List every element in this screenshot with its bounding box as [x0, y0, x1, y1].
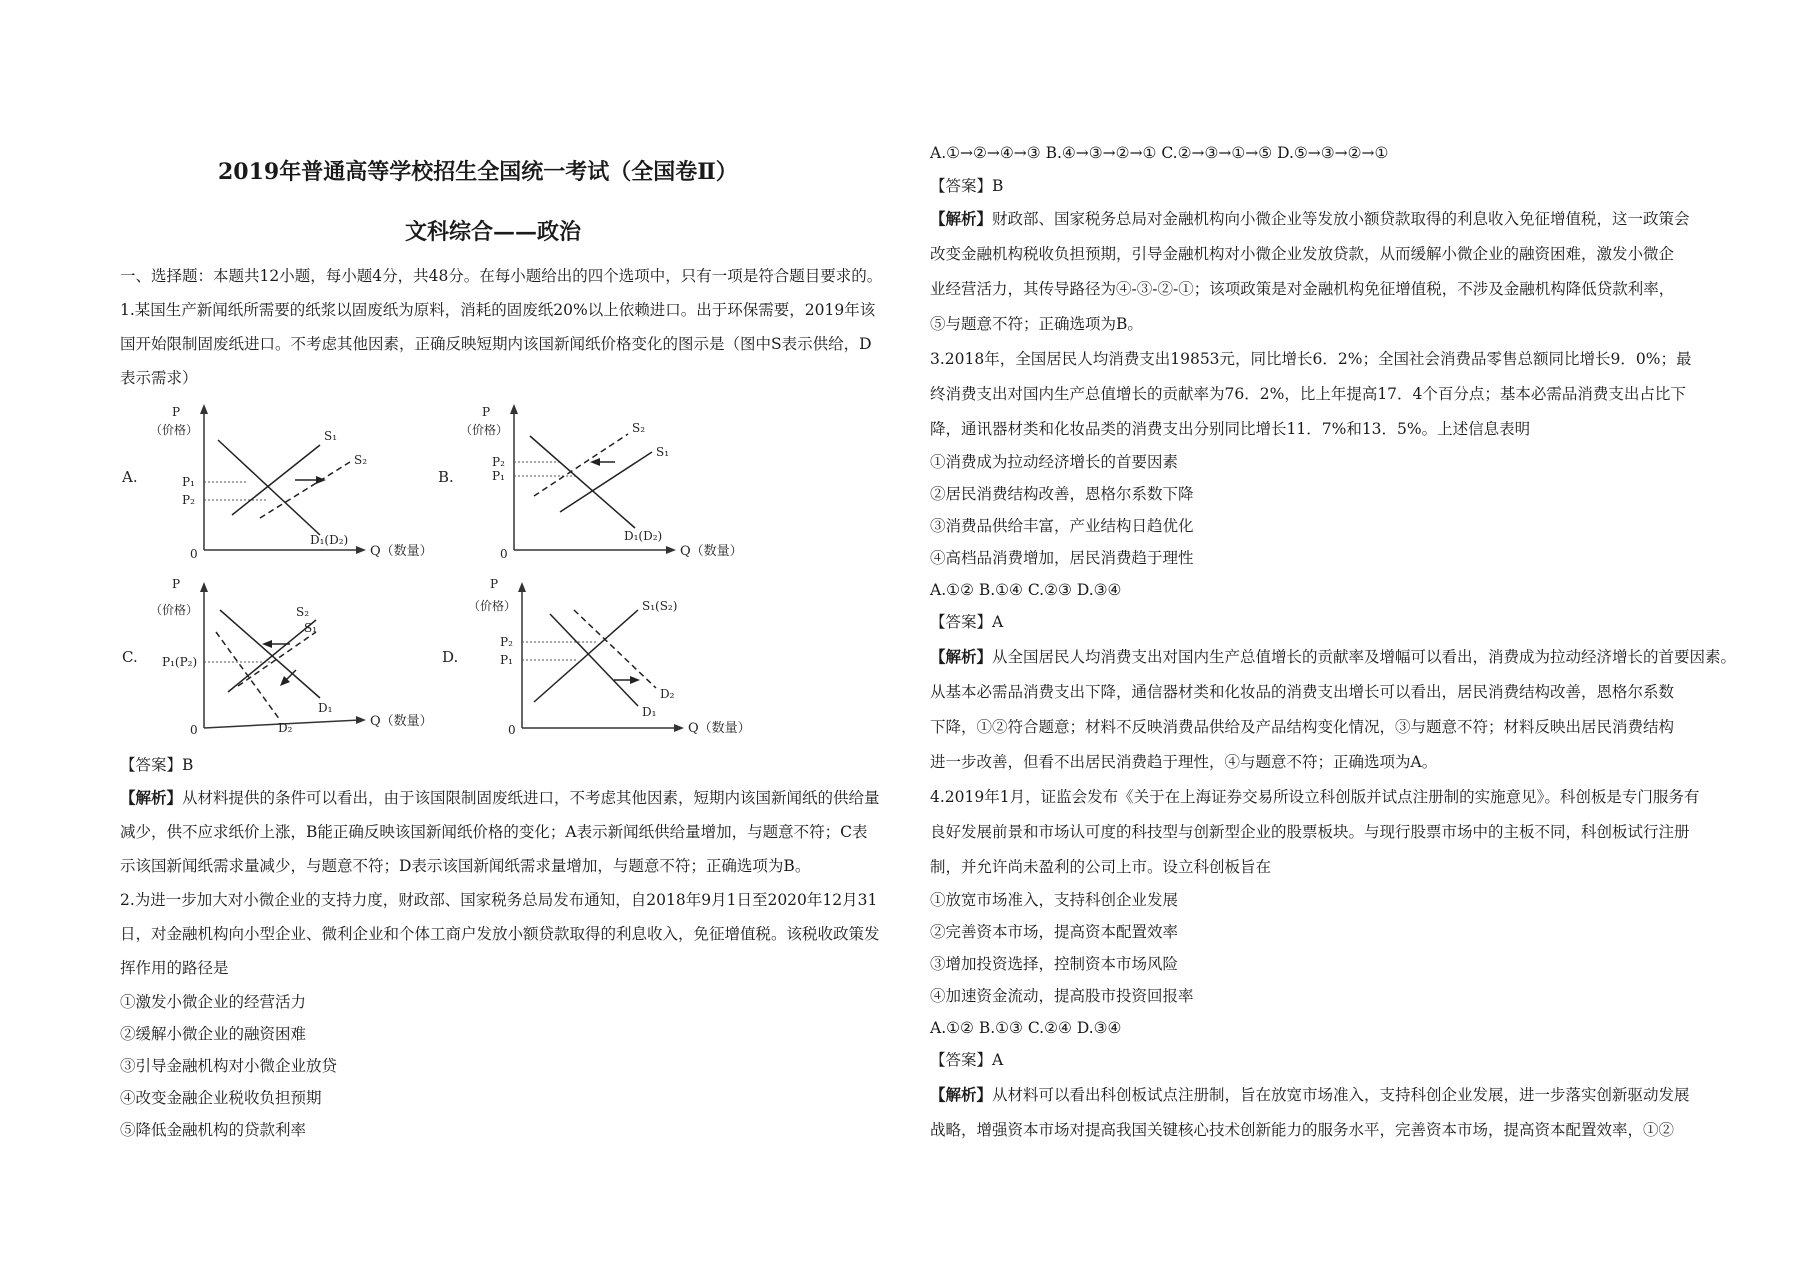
question-4-item-3: ③增加投资选择，控制资本市场风险: [930, 955, 1179, 973]
section-instructions: 一、选择题：本题共12小题，每小题4分，共48分。在每小题给出的四个选项中，只有一项是符合题目要求的。: [120, 267, 883, 285]
question-3-options: A.①② B.①④ C.②③ D.③④: [930, 581, 1122, 599]
graph-a-p-label: P: [172, 405, 181, 419]
analysis-3-line-2: 从基本必需品消费支出下降，通信器材类和化妆品的消费支出增长可以看出，居民消费结构改善，恩格尔系数: [930, 683, 1675, 701]
analysis-1-line-3: 示该国新闻纸需求量减少，与题意不符；D表示该国新闻纸需求量增加，与题意不符；正确选项为B。: [120, 857, 811, 875]
question-3-line-3: 降，通讯器材类和化妆品类的消费支出分别同比增长11．7%和13．5%。上述信息表明: [930, 420, 1531, 438]
analysis-1-line-1: [120, 788, 880, 808]
graph-b-s2: S₂: [632, 421, 646, 435]
answer-2: 【答案】B: [930, 177, 1004, 195]
answer-4: 【答案】A: [930, 1051, 1004, 1069]
page-title: 2019年普通高等学校招生全国统一考试（全国卷Ⅱ）: [218, 159, 738, 185]
analysis-3-line-1: [930, 647, 1736, 667]
analysis-4-tag: 【解析】: [930, 1085, 993, 1104]
question-3-item-4: ④高档品消费增加，居民消费趋于理性: [930, 549, 1194, 567]
question-3-item-2: ②居民消费结构改善，恩格尔系数下降: [930, 485, 1194, 503]
answer-1: 【答案】B: [120, 756, 194, 774]
graph-a-option-label: A.: [122, 468, 138, 486]
question-2-line-1: 2.为进一步加大对小微企业的支持力度，财政部、国家税务总局发布通知，自2018年9月1日至2020年12月31: [120, 891, 878, 909]
graph-b-option-label: B.: [438, 468, 454, 486]
graph-c-p12: P₁(P₂): [162, 655, 198, 669]
graph-a-d: D₁(D₂): [310, 533, 349, 547]
graph-a-price-label: （价格）: [150, 423, 199, 437]
graph-a-q-label: Q（数量）: [370, 544, 433, 559]
graph-d-s: S₁(S₂): [642, 599, 678, 613]
graph-c-q-label: Q（数量）: [370, 714, 433, 729]
question-1-line-1: 1.某国生产新闻纸所需要的纸浆以固废纸为原料，消耗的固废纸20%以上依赖进口。出于环保需要，2019年该: [120, 301, 876, 319]
graph-b-p-label: P: [482, 405, 491, 419]
graph-d-price-label: （价格）: [468, 599, 517, 613]
graph-a-p1: P₁: [182, 475, 195, 489]
question-3-item-3: ③消费品供给丰富，产业结构日趋优化: [930, 517, 1194, 535]
question-2-line-2: 日，对金融机构向小型企业、微利企业和个体工商户发放小额贷款取得的利息收入，免征增值税。该税收政策发: [120, 925, 880, 943]
analysis-2-line-3: 业经营活力，其传导路径为④-③-②-①；该项政策是对金融机构免征增值税，不涉及金融机构降低贷款利率，: [930, 280, 1675, 298]
analysis-1-text: 从材料提供的条件可以看出，由于该国限制固废纸进口，不考虑其他因素，短期内该国新闻纸的供给量: [182, 789, 880, 807]
analysis-3-line-3: 下降，①②符合题意；材料不反映消费品供给及产品结构变化情况，③与题意不符；材料反映出居民消费结构: [930, 718, 1675, 736]
graph-d-d2: D₂: [660, 687, 675, 701]
graph-a-origin: 0: [190, 547, 198, 560]
graph-c-d1: D₁: [318, 701, 333, 715]
graph-a-s2: S₂: [354, 453, 368, 467]
question-4-line-2: 良好发展前景和市场认可度的科技型与创新型企业的股票板块。与现行股票市场中的主板不同，科创板试行注册: [930, 823, 1690, 841]
page-subtitle: 文科综合——政治: [405, 219, 582, 245]
graph-option-a: [120, 400, 460, 560]
answer-3: 【答案】A: [930, 613, 1004, 631]
graph-b-q-label: Q（数量）: [680, 544, 743, 559]
graph-d-p1: P₁: [500, 653, 513, 667]
question-3-item-1: ①消费成为拉动经济增长的首要因素: [930, 453, 1179, 471]
question-3-line-1: 3.2018年，全国居民人均消费支出19853元，同比增长6．2%；全国社会消费品零售总额同比增长9．0%；最: [930, 350, 1692, 368]
graph-c-origin: 0: [190, 723, 198, 735]
question-2-item-5: ⑤降低金融机构的贷款利率: [120, 1121, 307, 1139]
graph-a-s1: S₁: [324, 429, 338, 443]
question-1-line-2: 国开始限制固废纸进口。不考虑其他因素，正确反映短期内该国新闻纸价格变化的图示是（图中S表示供给，D: [120, 335, 872, 353]
analysis-1-line-2: 减少，供不应求纸价上涨，B能正确反映该国新闻纸价格的变化；A表示新闻纸供给量增加，与题意不符；C表: [120, 823, 868, 841]
graph-b-d: D₁(D₂): [624, 529, 663, 543]
analysis-4-line-2: 战略，增强资本市场对提高我国关键核心技术创新能力的服务水平，完善资本市场，提高资本配置效率，①②: [930, 1121, 1675, 1139]
question-4-line-1: 4.2019年1月，证监会发布《关于在上海证券交易所设立科创版并试点注册制的实施意见》。科创板是专门服务有: [930, 788, 1700, 806]
question-2-item-3: ③引导金融机构对小微企业放贷: [120, 1057, 338, 1075]
graph-c-option-label: C.: [122, 648, 138, 666]
question-1-line-3: 表示需求）: [120, 369, 198, 387]
graph-option-b: [430, 400, 770, 560]
analysis-3-line-4: 进一步改善，但看不出居民消费趋于理性，④与题意不符；正确选项为A。: [930, 753, 1438, 771]
analysis-3-text: 从全国居民人均消费支出对国内生产总值增长的贡献率及增幅可以看出，消费成为拉动经济增长的首要因素。: [992, 648, 1737, 666]
graph-a-p2: P₂: [182, 493, 195, 507]
graph-b-p1: P₁: [492, 469, 505, 483]
graph-c-d2: D₂: [278, 721, 293, 735]
analysis-2-tag: 【解析】: [930, 209, 993, 228]
analysis-4-text: 从材料可以看出科创板试点注册制，旨在放宽市场准入，支持科创企业发展，进一步落实创新驱动发展: [992, 1086, 1690, 1104]
graph-b-s1: S₁: [656, 445, 670, 459]
graph-c-s2: S₂: [296, 605, 310, 619]
question-2-item-1: ①激发小微企业的经营活力: [120, 993, 307, 1011]
graph-d-p2: P₂: [500, 635, 513, 649]
graph-b-p2: P₂: [492, 455, 505, 469]
graph-b-origin: 0: [500, 547, 508, 560]
question-2-line-3: 挥作用的路径是: [120, 959, 229, 977]
graph-b-price-label: （价格）: [460, 423, 509, 437]
question-4-options: A.①② B.①③ C.②④ D.③④: [930, 1019, 1122, 1037]
graph-c-price-label: （价格）: [150, 603, 199, 617]
graph-d-q-label: Q（数量）: [688, 721, 751, 735]
question-3-line-2: 终消费支出对国内生产总值增长的贡献率为76．2%，比上年提高17．4个百分点；基本必需品消费支出占比下: [930, 385, 1686, 403]
question-4-item-4: ④加速资金流动，提高股市投资回报率: [930, 987, 1194, 1005]
graph-option-d: [438, 570, 798, 735]
analysis-1-tag: 【解析】: [120, 788, 183, 807]
graph-c-p-label: P: [172, 577, 181, 591]
analysis-2-line-1: [930, 209, 1690, 229]
analysis-2-line-2: 改变金融机构税收负担预期，引导金融机构对小微企业发放贷款，从而缓解小微企业的融资困难，激发小微企: [930, 245, 1675, 263]
graph-d-d1: D₁: [642, 705, 657, 719]
analysis-3-tag: 【解析】: [930, 647, 993, 666]
question-2-item-2: ②缓解小微企业的融资困难: [120, 1025, 307, 1043]
analysis-2-line-4: ⑤与题意不符；正确选项为B。: [930, 315, 1143, 333]
analysis-4-line-1: [930, 1085, 1690, 1105]
graph-d-origin: 0: [508, 723, 516, 735]
graph-option-c: [120, 570, 460, 735]
question-2-item-4: ④改变金融企业税收负担预期: [120, 1089, 322, 1107]
question-4-item-1: ①放宽市场准入，支持科创企业发展: [930, 891, 1179, 909]
question-4-line-3: 制，并允许尚未盈利的公司上市。设立科创板旨在: [930, 858, 1272, 876]
question-2-options: A.①→②→④→③ B.④→③→②→① C.②→③→①→⑤ D.⑤→③→②→①: [930, 144, 1389, 162]
question-4-item-2: ②完善资本市场，提高资本配置效率: [930, 923, 1179, 941]
graph-c-s1: S₁: [304, 621, 318, 635]
graph-d-option-label: D.: [442, 648, 459, 666]
graph-d-p-label: P: [490, 577, 499, 591]
analysis-2-text: 财政部、国家税务总局对金融机构向小微企业等发放小额贷款取得的利息收入免征增值税，这一政策会: [992, 210, 1690, 228]
